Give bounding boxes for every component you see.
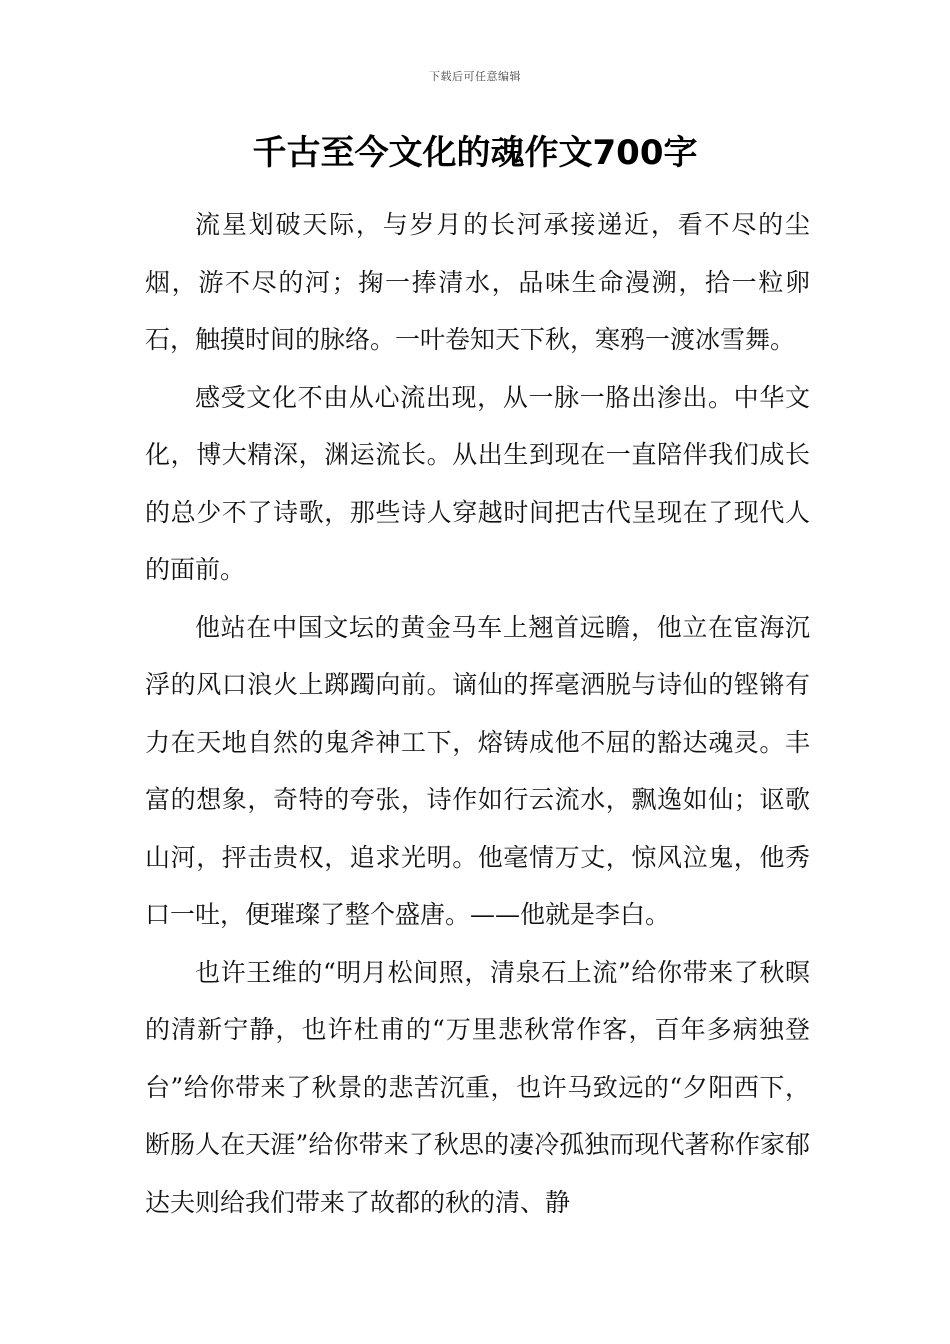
paragraph-1: 流星划破天际，与岁月的长河承接递近，看不尽的尘烟，游不尽的河；掬一捧清水，品味生命漫溯，拾一粒卵石，触摸时间的脉络。一叶卷知天下秋，寒鸦一渡冰雪舞。 [145, 210, 810, 354]
paragraph-3: 他站在中国文坛的黄金马车上翘首远瞻，他立在宦海沉浮的风口浪火上踯躅向前。谪仙的挥毫洒脱与诗仙的铿锵有力在天地自然的鬼斧神工下，熔铸成他不屈的豁达魂灵。丰富的想象，奇特的夸张，诗作如行云流水，飘逸如仙；讴歌山河，抨击贵权，追求光明。他毫情万丈，惊风泣鬼，他秀口一吐，便璀璨了整个盛唐。——他就是李白。 [145, 612, 810, 929]
document-body [145, 196, 810, 1231]
paragraph-2: 感受文化不由从心流出现，从一脉一胳出渗出。中华文化，博大精深，渊运流长。从出生到现在一直陪伴我们成长的总少不了诗歌，那些诗人穿越时间把古代呈现在了现代人的面前。 [145, 382, 810, 584]
header-note: 下载后可任意编辑 [429, 70, 521, 83]
paragraph-4: 也许王维的“明月松间照，清泉石上流”给你带来了秋暝的清新宁静，也许杜甫的“万里悲秋常作客，百年多病独登台”给你带来了秋景的悲苦沉重，也许马致远的“夕阳西下，断肠人在天涯”给你带来了秋思的凄冷孤独而现代著称作家郁达夫则给我们带来了故都的秋的清、静 [145, 957, 810, 1217]
document-title: 千古至今文化的魂作文700字 [252, 133, 698, 173]
